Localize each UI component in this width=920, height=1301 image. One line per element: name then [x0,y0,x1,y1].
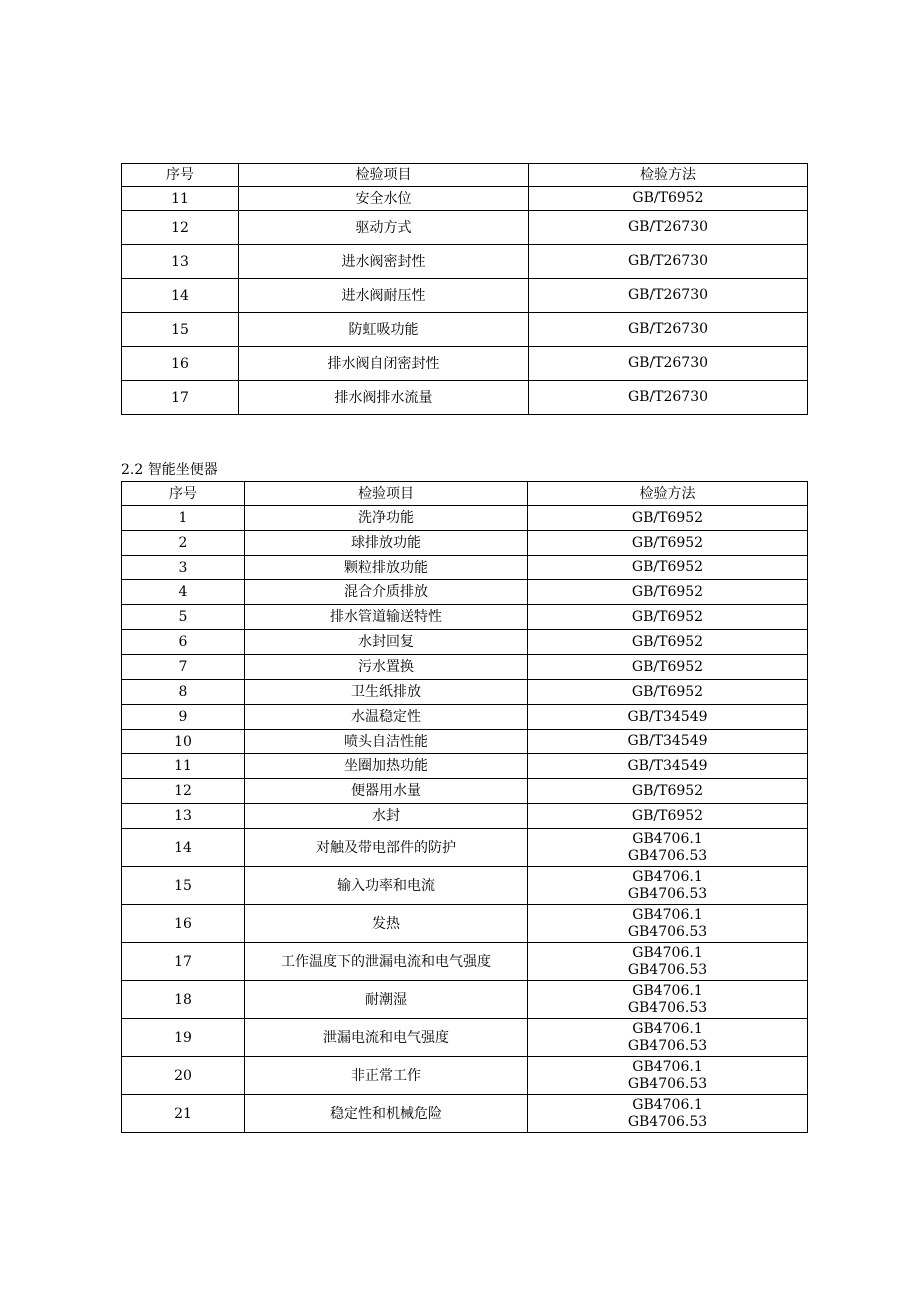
table-row [122,754,808,779]
row-number: 4 [122,580,245,605]
inspection-item: 输入功率和电流 [245,867,528,905]
method-standard: GB4706.53 [627,923,708,940]
inspection-method [528,705,808,730]
inspection-method [528,804,808,829]
inspection-item: 球排放功能 [245,531,528,556]
inspection-method [528,867,808,905]
row-number: 14 [122,279,239,313]
table-row [122,347,808,381]
row-number: 3 [122,556,245,580]
method-standard: GB/T26730 [627,321,709,337]
inspection-item: 喷头自洁性能 [245,730,528,754]
method-standard: GB4706.1 [632,982,703,999]
inspection-method [529,347,808,381]
row-number: 15 [122,867,245,905]
row-number: 18 [122,981,245,1019]
method-standard: GB/T6952 [631,807,704,824]
method-standard: GB4706.1 [632,1058,703,1075]
inspection-method [528,1019,808,1057]
inspection-item: 工作温度下的泄漏电流和电气强度 [245,943,528,981]
row-number: 2 [122,531,245,556]
row-number: 6 [122,630,245,655]
header-method: 检验方法 [528,482,808,506]
table-row [122,279,808,313]
inspection-item: 发热 [245,905,528,943]
inspection-method [529,245,808,279]
row-number: 19 [122,1019,245,1057]
row-number: 11 [122,754,245,779]
section-title: 2.2 智能坐便器 [121,462,218,478]
method-standard: GB4706.53 [627,999,708,1016]
row-number: 21 [122,1095,245,1133]
table-row [122,804,808,829]
method-standard: GB/T6952 [631,559,704,575]
header-item: 检验项目 [245,482,528,506]
table-row [122,381,808,415]
table-row [122,531,808,556]
inspection-item: 驱动方式 [239,211,529,245]
inspection-item: 卫生纸排放 [245,680,528,705]
row-number: 14 [122,829,245,867]
table-row [122,187,808,211]
inspection-item: 水温稳定性 [245,705,528,730]
inspection-method [528,829,808,867]
method-standard: GB/T26730 [627,253,709,269]
method-standard: GB4706.1 [632,1096,703,1113]
method-standard: GB4706.53 [627,1113,708,1130]
inspection-item: 安全水位 [239,187,529,211]
inspection-table-1 [121,163,808,415]
method-standard: GB4706.53 [627,847,708,864]
row-number: 9 [122,705,245,730]
inspection-method [529,313,808,347]
header-item: 检验项目 [239,164,529,187]
method-standard: GB/T6952 [631,509,704,526]
inspection-item: 稳定性和机械危险 [245,1095,528,1133]
table-row [122,867,808,905]
method-standard: GB/T6952 [632,190,704,206]
inspection-method [528,655,808,680]
row-number: 12 [122,779,245,804]
method-standard: GB4706.1 [632,906,703,923]
row-number: 13 [122,804,245,829]
inspection-method [529,211,808,245]
inspection-item: 颗粒排放功能 [245,556,528,580]
row-number: 11 [122,187,239,211]
table-row [122,655,808,680]
row-number: 10 [122,730,245,754]
method-standard: GB4706.53 [627,1037,708,1054]
inspection-item: 排水阀自闭密封性 [239,347,529,381]
inspection-method [528,779,808,804]
inspection-item: 进水阀耐压性 [239,279,529,313]
header-row [122,482,808,506]
inspection-method [528,1095,808,1133]
method-standard: GB4706.1 [632,1020,703,1037]
table-row [122,943,808,981]
table-row [122,211,808,245]
table-row [122,829,808,867]
inspection-method [528,905,808,943]
method-standard: GB/T6952 [631,608,704,625]
inspection-item: 便器用水量 [245,779,528,804]
inspection-method [529,279,808,313]
inspection-item: 对触及带电部件的防护 [245,829,528,867]
method-standard: GB4706.53 [627,1075,708,1092]
method-standard: GB/T26730 [627,287,709,303]
table-row [122,1095,808,1133]
row-number: 17 [122,943,245,981]
method-standard: GB/T26730 [627,389,709,405]
inspection-method [528,754,808,779]
method-standard: GB/T6952 [631,658,704,675]
row-number: 8 [122,680,245,705]
inspection-method [528,730,808,754]
method-standard: GB/T26730 [627,219,709,235]
inspection-item: 排水阀排水流量 [239,381,529,415]
inspection-item: 混合介质排放 [245,580,528,605]
row-number: 17 [122,381,239,415]
table-row [122,981,808,1019]
row-number: 1 [122,506,245,531]
table-row [122,630,808,655]
method-standard: GB/T6952 [631,782,704,799]
inspection-method [528,981,808,1019]
method-standard: GB4706.53 [627,961,708,978]
table-row [122,1019,808,1057]
inspection-item: 污水置换 [245,655,528,680]
header-method: 检验方法 [529,164,808,187]
inspection-table-2 [121,481,808,1133]
inspection-method [528,556,808,580]
row-number: 16 [122,347,239,381]
inspection-method [528,605,808,630]
inspection-item: 坐圈加热功能 [245,754,528,779]
method-standard: GB4706.1 [632,868,703,885]
table-row [122,245,808,279]
table-row [122,730,808,754]
inspection-item: 泄漏电流和电气强度 [245,1019,528,1057]
row-number: 12 [122,211,239,245]
inspection-method [528,531,808,556]
inspection-method [528,680,808,705]
table-row [122,705,808,730]
method-standard: GB/T6952 [631,683,704,700]
inspection-item: 防虹吸功能 [239,313,529,347]
method-standard: GB/T34549 [627,733,708,749]
row-number: 13 [122,245,239,279]
header-no: 序号 [122,482,245,506]
row-number: 5 [122,605,245,630]
inspection-item: 非正常工作 [245,1057,528,1095]
method-standard: GB/T6952 [631,633,704,650]
method-standard: GB/T26730 [627,355,709,371]
method-standard: GB/T34549 [627,708,708,725]
table-row [122,605,808,630]
header-no: 序号 [122,164,239,187]
table-row [122,1057,808,1095]
inspection-method [528,506,808,531]
inspection-item: 洗净功能 [245,506,528,531]
row-number: 20 [122,1057,245,1095]
method-standard: GB/T6952 [631,534,704,551]
method-standard: GB/T6952 [631,583,704,600]
row-number: 16 [122,905,245,943]
table-row [122,506,808,531]
header-row [122,164,808,187]
method-standard: GB/T34549 [627,757,708,774]
table-row [122,680,808,705]
inspection-method [528,630,808,655]
table-row [122,905,808,943]
method-standard: GB4706.53 [627,885,708,902]
method-standard: GB4706.1 [632,830,703,847]
inspection-item: 水封 [245,804,528,829]
table-row [122,313,808,347]
table-row [122,779,808,804]
inspection-method [529,381,808,415]
table-row [122,556,808,580]
inspection-item: 耐潮湿 [245,981,528,1019]
inspection-method [528,580,808,605]
row-number: 7 [122,655,245,680]
inspection-item: 水封回复 [245,630,528,655]
inspection-item: 进水阀密封性 [239,245,529,279]
method-standard: GB4706.1 [632,944,703,961]
inspection-method [528,1057,808,1095]
table-row [122,580,808,605]
row-number: 15 [122,313,239,347]
inspection-item: 排水管道输送特性 [245,605,528,630]
inspection-method [528,943,808,981]
inspection-method [529,187,808,211]
